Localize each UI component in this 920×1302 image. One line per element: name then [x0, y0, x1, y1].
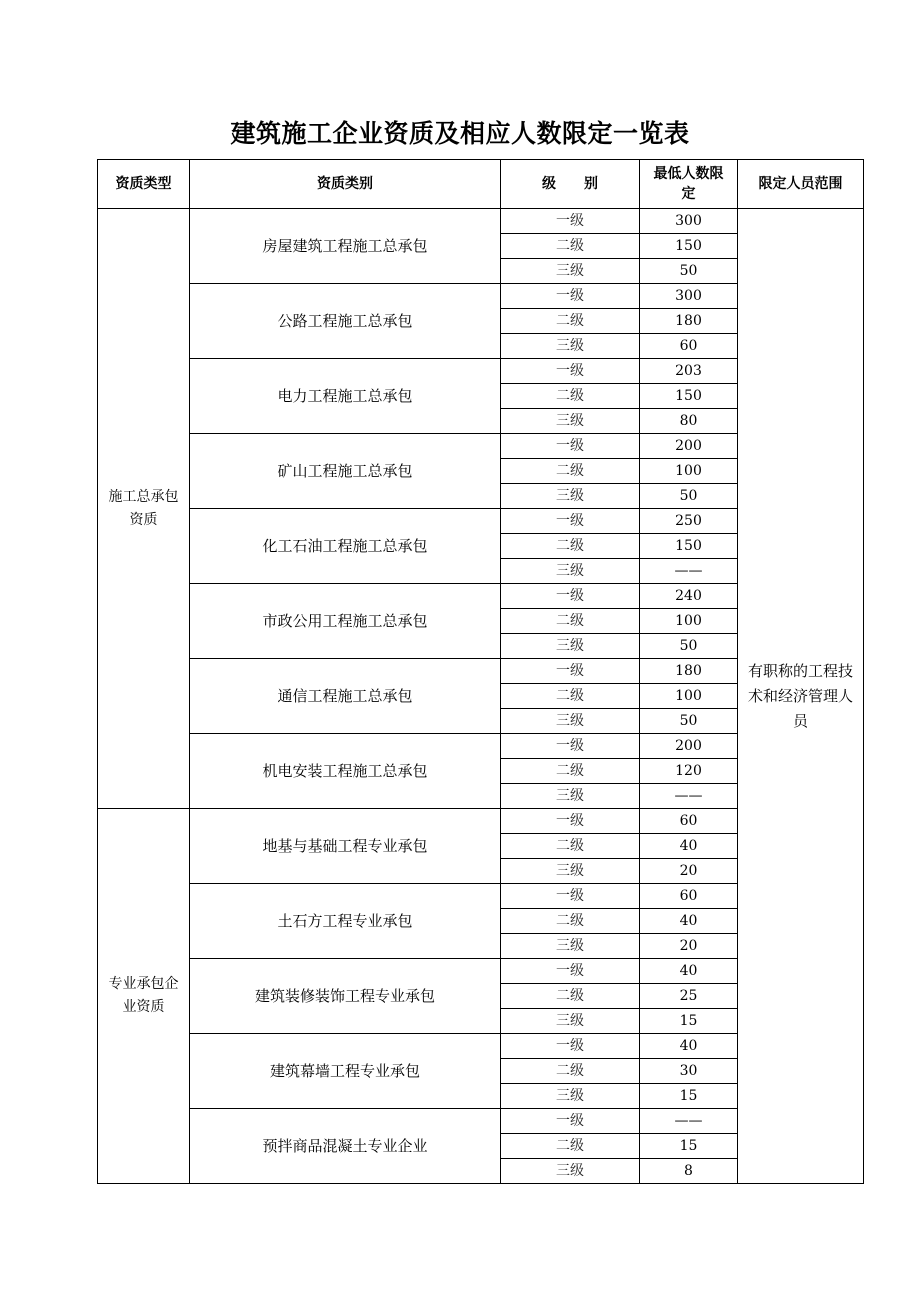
level-cell: 三级 — [501, 484, 640, 509]
level-cell: 三级 — [501, 634, 640, 659]
min-people-cell: 80 — [640, 409, 738, 434]
min-people-cell: 100 — [640, 684, 738, 709]
min-people-cell: 200 — [640, 434, 738, 459]
level-cell: 二级 — [501, 1134, 640, 1159]
level-cell: 二级 — [501, 759, 640, 784]
min-people-cell: 300 — [640, 284, 738, 309]
min-people-cell: 15 — [640, 1084, 738, 1109]
level-cell: 二级 — [501, 234, 640, 259]
qualification-category-cell: 地基与基础工程专业承包 — [190, 809, 501, 884]
level-cell: 一级 — [501, 659, 640, 684]
level-cell: 二级 — [501, 534, 640, 559]
level-cell: 三级 — [501, 934, 640, 959]
level-cell: 二级 — [501, 609, 640, 634]
min-people-cell: 60 — [640, 334, 738, 359]
level-cell: 一级 — [501, 884, 640, 909]
min-people-cell: 240 — [640, 584, 738, 609]
min-people-cell: 40 — [640, 909, 738, 934]
min-people-cell: 203 — [640, 359, 738, 384]
min-people-cell: 20 — [640, 859, 738, 884]
table-row — [98, 209, 864, 234]
min-people-cell: 50 — [640, 259, 738, 284]
document-title: 建筑施工企业资质及相应人数限定一览表 — [230, 119, 690, 148]
qualification-category-cell: 房屋建筑工程施工总承包 — [190, 209, 501, 284]
level-cell: 三级 — [501, 1084, 640, 1109]
qualification-category-cell: 机电安装工程施工总承包 — [190, 734, 501, 809]
qualification-type-cell: 专业承包企业资质 — [98, 809, 190, 1184]
level-cell: 二级 — [501, 684, 640, 709]
min-people-cell: 20 — [640, 934, 738, 959]
qualification-category-cell: 建筑幕墙工程专业承包 — [190, 1034, 501, 1109]
level-cell: 二级 — [501, 1059, 640, 1084]
qualification-category-cell: 通信工程施工总承包 — [190, 659, 501, 734]
min-people-cell: 60 — [640, 884, 738, 909]
level-cell: 三级 — [501, 1009, 640, 1034]
qualification-category-cell: 电力工程施工总承包 — [190, 359, 501, 434]
header-qualification-category: 资质类别 — [190, 160, 501, 209]
level-cell: 三级 — [501, 334, 640, 359]
min-people-cell: 15 — [640, 1009, 738, 1034]
min-people-cell: 200 — [640, 734, 738, 759]
level-cell: 一级 — [501, 734, 640, 759]
min-people-cell: 150 — [640, 384, 738, 409]
qualification-category-cell: 公路工程施工总承包 — [190, 284, 501, 359]
level-cell: 一级 — [501, 359, 640, 384]
level-cell: 二级 — [501, 984, 640, 1009]
min-people-cell: 8 — [640, 1159, 738, 1184]
header-row — [98, 160, 864, 209]
min-people-cell: —— — [640, 1109, 738, 1134]
level-cell: 三级 — [501, 709, 640, 734]
min-people-cell: 100 — [640, 459, 738, 484]
min-people-cell: 40 — [640, 1034, 738, 1059]
level-cell: 二级 — [501, 384, 640, 409]
level-cell: 一级 — [501, 959, 640, 984]
header-level: 级别 — [501, 160, 640, 209]
table-body — [98, 209, 864, 1184]
min-people-cell: 250 — [640, 509, 738, 534]
min-people-cell: 150 — [640, 534, 738, 559]
level-cell: 一级 — [501, 809, 640, 834]
header-min-people: 最低人数限定 — [640, 160, 738, 209]
level-cell: 二级 — [501, 309, 640, 334]
min-people-cell: 50 — [640, 634, 738, 659]
min-people-cell: 180 — [640, 309, 738, 334]
level-cell: 三级 — [501, 1159, 640, 1184]
min-people-cell: 40 — [640, 959, 738, 984]
qualification-table — [97, 159, 864, 1184]
qualification-category-cell: 化工石油工程施工总承包 — [190, 509, 501, 584]
min-people-cell: —— — [640, 784, 738, 809]
level-cell: 三级 — [501, 259, 640, 284]
level-cell: 一级 — [501, 284, 640, 309]
min-people-cell: 40 — [640, 834, 738, 859]
qualification-category-cell: 预拌商品混凝土专业企业 — [190, 1109, 501, 1184]
qualification-type-cell: 施工总承包资质 — [98, 209, 190, 809]
min-people-cell: 15 — [640, 1134, 738, 1159]
level-cell: 三级 — [501, 559, 640, 584]
level-cell: 三级 — [501, 859, 640, 884]
level-cell: 一级 — [501, 1109, 640, 1134]
header-scope: 限定人员范围 — [738, 160, 864, 209]
min-people-cell: 25 — [640, 984, 738, 1009]
level-cell: 三级 — [501, 784, 640, 809]
min-people-cell: —— — [640, 559, 738, 584]
header-qualification-type: 资质类型 — [98, 160, 190, 209]
qualification-category-cell: 矿山工程施工总承包 — [190, 434, 501, 509]
min-people-cell: 100 — [640, 609, 738, 634]
level-cell: 一级 — [501, 1034, 640, 1059]
level-cell: 二级 — [501, 909, 640, 934]
personnel-scope-cell: 有职称的工程技术和经济管理人员 — [738, 209, 864, 1184]
min-people-cell: 60 — [640, 809, 738, 834]
min-people-cell: 150 — [640, 234, 738, 259]
level-cell: 三级 — [501, 409, 640, 434]
level-cell: 二级 — [501, 459, 640, 484]
level-cell: 一级 — [501, 584, 640, 609]
qualification-category-cell: 建筑装修装饰工程专业承包 — [190, 959, 501, 1034]
level-cell: 一级 — [501, 509, 640, 534]
level-cell: 一级 — [501, 434, 640, 459]
qualification-category-cell: 市政公用工程施工总承包 — [190, 584, 501, 659]
min-people-cell: 50 — [640, 709, 738, 734]
level-cell: 二级 — [501, 834, 640, 859]
min-people-cell: 50 — [640, 484, 738, 509]
min-people-cell: 300 — [640, 209, 738, 234]
level-cell: 一级 — [501, 209, 640, 234]
qualification-category-cell: 土石方工程专业承包 — [190, 884, 501, 959]
min-people-cell: 120 — [640, 759, 738, 784]
min-people-cell: 180 — [640, 659, 738, 684]
min-people-cell: 30 — [640, 1059, 738, 1084]
